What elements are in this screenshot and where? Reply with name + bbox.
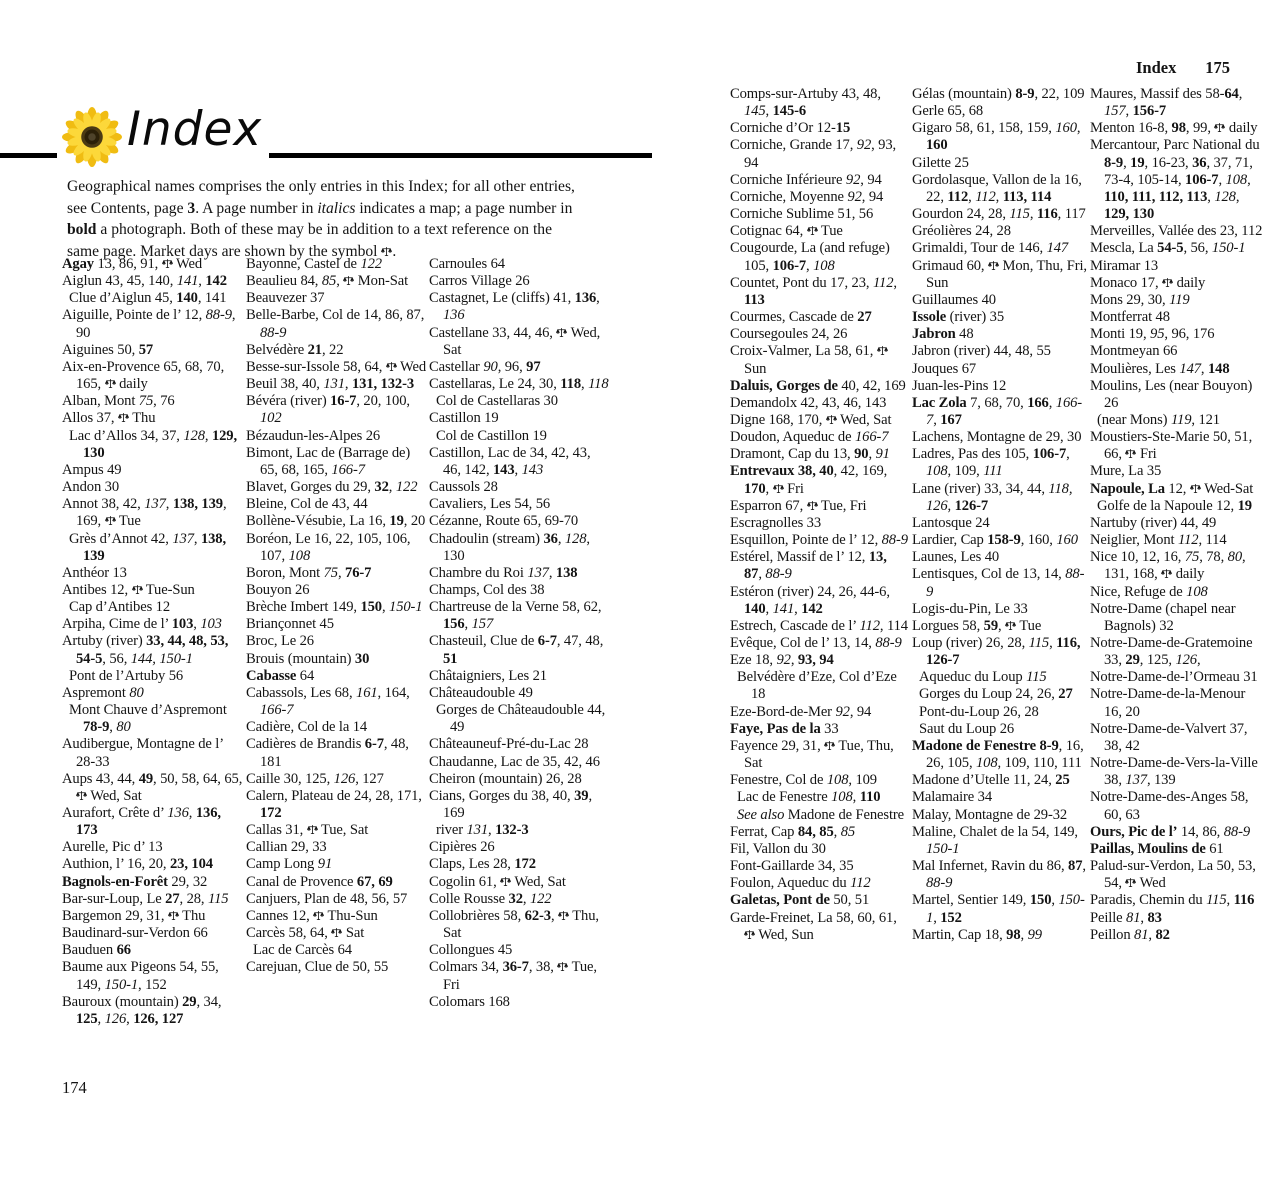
index-entry: Pont-du-Loup 26, 28 xyxy=(919,703,1039,720)
market-day-icon xyxy=(1161,568,1172,579)
index-entry: Boréon, Le 16, 22, 105, 106, 107, 108 xyxy=(246,530,411,564)
index-entry: Authion, l’ 16, 20, 23, 104 xyxy=(62,856,213,873)
market-day-icon xyxy=(558,910,569,921)
index-entry: Aix-en-Provence 65, 68, 70, 165, daily xyxy=(62,358,225,393)
masthead-title: Index xyxy=(127,102,263,157)
index-entry: Calern, Plateau de 24, 28, 171, 172 xyxy=(246,787,422,821)
index-entry: Doudon, Aqueduc de 166-7 xyxy=(730,429,889,446)
index-entry: Mont Chauve d’Aspremont 78-9, 80 xyxy=(69,702,227,736)
index-entry: Jabron 48 xyxy=(912,326,974,343)
index-entry: Bézaudun-les-Alpes 26 xyxy=(246,427,381,444)
index-entry: Entrevaux 38, 40, 42, 169, 170, Fri xyxy=(730,463,888,497)
index-column-left-1 xyxy=(62,256,243,1106)
market-day-icon xyxy=(1125,877,1136,888)
market-day-icon xyxy=(76,790,87,801)
index-entry: Cipières 26 xyxy=(429,839,495,856)
index-entry: Jabron (river) 44, 48, 55 xyxy=(912,343,1051,360)
index-entry: Belvédère 21, 22 xyxy=(246,341,344,358)
index-entry: Notre-Dame-de-l’Ormeau 31 xyxy=(1090,669,1258,686)
index-entry: Merveilles, Vallée des 23, 112 xyxy=(1090,223,1263,240)
index-entry: Cadière, Col de la 14 xyxy=(246,719,368,736)
running-header xyxy=(1136,58,1230,78)
index-entry: Maline, Chalet de la 54, 149, 150-1 xyxy=(912,823,1078,857)
index-entry: Castellar 90, 96, 97 xyxy=(429,358,541,375)
index-entry: Ferrat, Cap 84, 85, 85 xyxy=(730,823,856,840)
index-entry: Annot 38, 42, 137, 138, 139, 169, Tue xyxy=(62,496,227,530)
market-day-icon xyxy=(807,225,818,236)
index-entry: Evêque, Col de l’ 13, 14, 88-9 xyxy=(730,635,902,651)
index-entry: Eze 18, 92, 93, 94 xyxy=(730,652,834,669)
market-day-icon xyxy=(877,345,888,356)
index-column-left-2 xyxy=(246,256,427,1106)
index-entry: Mescla, La 54-5, 56, 150-1 xyxy=(1090,240,1246,257)
index-entry: Lardier, Cap 158-9, 160, 160 xyxy=(912,532,1078,549)
index-entry: Cogolin 61, Wed, Sat xyxy=(429,873,566,890)
market-day-icon xyxy=(105,378,116,389)
index-entry: Notre-Dame-de-Valvert 37, 38, 42 xyxy=(1090,720,1248,754)
index-entry: Monaco 17, daily xyxy=(1090,274,1206,291)
index-entry: Countet, Pont du 17, 23, 112, 113 xyxy=(730,274,897,308)
index-entry: Aiglun 43, 45, 140, 141, 142 xyxy=(62,273,227,290)
index-entry: Col de Castillon 19 xyxy=(436,427,547,444)
index-entry: Audibergue, Montagne de l’ 28-33 xyxy=(62,736,223,770)
index-entry: Courmes, Cascade de 27 xyxy=(730,309,872,326)
index-entry: Lac d’Allos 34, 37, 128, 129, 130 xyxy=(69,427,237,461)
index-entry: Bauroux (mountain) 29, 34, 125, 126, 126, 127 xyxy=(62,993,222,1027)
index-entry: Agay 13, 86, 91, Wed xyxy=(62,256,203,272)
index-entry: Comps-sur-Artuby 43, 48, 145, 145-6 xyxy=(730,86,881,120)
index-entry: Castillon, Lac de 34, 42, 43, 46, 142, 143, 143 xyxy=(429,444,591,478)
index-entry: Bimont, Lac de (Barrage de) 65, 68, 165, 166-7 xyxy=(246,444,411,478)
index-entry: Galetas, Pont de 50, 51 xyxy=(730,892,870,909)
index-column-right-2 xyxy=(912,86,1088,1096)
market-day-icon xyxy=(500,876,511,887)
index-entry: Cotignac 64, Tue xyxy=(730,223,843,240)
index-entry: Jouques 67 xyxy=(912,360,977,377)
index-entry: Collobrières 58, 62-3, Thu, Sat xyxy=(429,907,599,942)
index-entry: Castillon 19 xyxy=(429,410,499,427)
index-entry: Mal Infernet, Ravin du 86, 87, 88-9 xyxy=(912,858,1086,892)
index-entry: Châteaudouble 49 xyxy=(429,684,533,701)
index-entry: Corniche Sublime 51, 56 xyxy=(730,206,874,223)
masthead-rule-right xyxy=(269,153,652,158)
market-day-icon xyxy=(132,584,143,595)
index-entry: Caussols 28 xyxy=(429,479,498,496)
index-entry: Carcès 58, 64, Sat xyxy=(246,925,365,942)
index-entry: Gilette 25 xyxy=(912,154,969,171)
market-day-icon xyxy=(343,275,354,286)
market-day-icon xyxy=(307,824,318,835)
index-entry: Beuil 38, 40, 131, 131, 132-3 xyxy=(246,376,415,393)
index-entry: Montmeyan 66 xyxy=(1090,343,1178,360)
index-entry: Notre-Dame-de-la-Menour 16, 20 xyxy=(1090,686,1246,720)
index-entry: Nartuby (river) 44, 49 xyxy=(1090,514,1217,531)
index-entry: Bleine, Col de 43, 44 xyxy=(246,496,368,513)
index-entry: Peille 81, 83 xyxy=(1090,909,1162,926)
index-entry: Juan-les-Pins 12 xyxy=(912,377,1007,394)
index-entry: Colle Rousse 32, 122 xyxy=(429,890,552,907)
index-entry: Châtaigniers, Les 21 xyxy=(429,667,547,684)
index-entry: Blavet, Gorges du 29, 32, 122 xyxy=(246,479,418,496)
index-entry: Castagnet, Le (cliffs) 41, 136, 136 xyxy=(429,290,600,324)
index-entry: Aurafort, Crête d’ 136, 136, 173 xyxy=(62,805,221,839)
index-entry: Martin, Cap 18, 98, 99 xyxy=(912,926,1042,943)
index-entry: Paillas, Moulins de 61 xyxy=(1090,840,1224,857)
index-entry: Claps, Les 28, 172 xyxy=(429,856,536,873)
index-entry: Demandolx 42, 43, 46, 143 xyxy=(730,394,887,411)
index-entry: Ours, Pic de l’ 14, 86, 88-9 xyxy=(1090,823,1251,840)
index-entry: Moulins, Les (near Bouyon) 26 xyxy=(1090,377,1253,411)
index-entry: Cabasse 64 xyxy=(246,667,315,684)
index-entry: Callas 31, Tue, Sat xyxy=(246,822,369,839)
index-entry: Moulières, Les 147, 148 xyxy=(1090,360,1230,377)
index-column-left-3 xyxy=(429,256,610,1106)
index-entry: Guillaumes 40 xyxy=(912,291,996,308)
index-entry: Fayence 29, 31, Tue, Thu, Sat xyxy=(730,737,894,772)
market-day-icon xyxy=(1162,277,1173,288)
index-entry: Lentisques, Col de 13, 14, 88-9 xyxy=(912,566,1085,600)
market-day-icon xyxy=(386,361,397,372)
index-entry: Estrech, Cascade de l’ 112, 114 xyxy=(730,617,908,634)
index-entry: Napoule, La 12, Wed-Sat xyxy=(1090,480,1254,497)
index-column-right-1 xyxy=(730,86,908,1096)
index-entry: Antibes 12, Tue-Sun xyxy=(62,581,195,598)
index-entry: Gigaro 58, 61, 158, 159, 160, 160 xyxy=(912,120,1081,154)
running-header-page-number: 175 xyxy=(1205,58,1230,77)
index-entry: Castellaras, Le 24, 30, 118, 118 xyxy=(429,376,609,393)
index-entry: Esquillon, Pointe de l’ 12, 88-9 xyxy=(730,532,908,549)
index-entry: Chambre du Roi 137, 138 xyxy=(429,564,578,581)
index-entry: Estérel, Massif de l’ 12, 13, 87, 88-9 xyxy=(730,549,887,583)
index-entry: Broc, Le 26 xyxy=(246,633,314,650)
sunflower-icon xyxy=(60,107,124,167)
index-entry: Caille 30, 125, 126, 127 xyxy=(246,770,384,787)
market-day-icon xyxy=(557,961,568,972)
index-entry: Camp Long 91 xyxy=(246,856,333,873)
index-entry: Cians, Gorges du 38, 40, 39, 169 xyxy=(429,787,592,821)
index-entry: Mons 29, 30, 119 xyxy=(1090,291,1190,308)
index-entry: Beaulieu 84, 85, Mon-Sat xyxy=(246,273,409,290)
index-entry: Peillon 81, 82 xyxy=(1090,926,1170,943)
index-entry: Colomars 168 xyxy=(429,993,510,1010)
intro-paragraph: Geographical names comprises the only entries in this Index; for all other entries, see Contents, page 3. A page number in italics indicates a map; a page number in bold a photograph. Both of these may be in addition to a text reference on the same page. Market days are shown by the symbol . xyxy=(67,178,575,260)
index-entry: Cap d’Antibes 12 xyxy=(69,599,171,616)
index-entry: Loup (river) 26, 28, 115, 116, 126-7 xyxy=(912,635,1081,669)
market-day-icon xyxy=(824,740,835,751)
index-entry: Champs, Col des 38 xyxy=(429,581,545,598)
index-entry: Madone de Fenestre 8-9, 16, 26, 105, 108, 109, 110, 111 xyxy=(912,737,1084,772)
index-entry: Coursegoules 24, 26 xyxy=(730,326,848,343)
index-entry: Cabassols, Les 68, 161, 164, 166-7 xyxy=(246,684,410,719)
index-entry: Corniche Inférieure 92, 94 xyxy=(730,171,882,188)
index-entry: Alban, Mont 75, 76 xyxy=(62,393,175,410)
index-entry: Notre-Dame (chapel near Bagnols) 32 xyxy=(1090,600,1236,634)
index-entry: Monti 19, 95, 96, 176 xyxy=(1090,326,1215,343)
index-entry: Chartreuse de la Verne 58, 62, 156, 157 xyxy=(429,599,602,633)
index-entry: Fil, Vallon du 30 xyxy=(730,840,826,857)
index-entry: Bollène-Vésubie, La 16, 19, 20 xyxy=(246,513,426,530)
index-entry: Cougourde, La (and refuge) 105, 106-7, 108 xyxy=(730,240,890,274)
index-entry: Belvédère d’Eze, Col d’Eze 18 xyxy=(737,669,897,703)
index-entry: Gorges du Loup 24, 26, 27 xyxy=(919,686,1073,703)
index-entry: Collongues 45 xyxy=(429,942,513,959)
index-entry: Neiglier, Mont 112, 114 xyxy=(1090,532,1227,549)
index-entry: Beauvezer 37 xyxy=(246,290,325,307)
index-entry: Font-Gaillarde 34, 35 xyxy=(730,858,854,875)
index-entry: Aiguines 50, 57 xyxy=(62,341,154,358)
index-entry: Boron, Mont 75, 76-7 xyxy=(246,564,372,581)
index-entry: Eze-Bord-de-Mer 92, 94 xyxy=(730,703,872,720)
index-entry: Garde-Freinet, La 58, 60, 61, Wed, Sun xyxy=(730,909,897,943)
index-entry: Aspremont 80 xyxy=(62,684,144,701)
index-entry: Escragnolles 33 xyxy=(730,514,822,531)
index-entry: Pont de l’Artuby 56 xyxy=(69,667,184,684)
index-entry: Martel, Sentier 149, 150, 150-1, 152 xyxy=(912,892,1085,926)
market-day-icon xyxy=(331,927,342,938)
index-entry: Gréolières 24, 28 xyxy=(912,223,1011,240)
index-entry: Briançonnet 45 xyxy=(246,616,334,633)
index-entry: Andon 30 xyxy=(62,479,120,496)
index-entry: Chadoulin (stream) 36, 128, 130 xyxy=(429,530,590,564)
index-entry: Arpiha, Cime de l’ 103, 103 xyxy=(62,616,222,633)
index-entry: Digne 168, 170, Wed, Sat xyxy=(730,411,892,428)
index-entry: Gourdon 24, 28, 115, 116, 117 xyxy=(912,206,1086,223)
market-day-icon xyxy=(1190,483,1201,494)
index-entry: Bouyon 26 xyxy=(246,581,310,598)
index-entry: Carejuan, Clue de 50, 55 xyxy=(246,959,389,976)
index-entry: Cézanne, Route 65, 69-70 xyxy=(429,513,579,530)
index-entry: Lac Zola 7, 68, 70, 166, 166-7, 167 xyxy=(912,394,1083,428)
index-entry: Gélas (mountain) 8-9, 22, 109 xyxy=(912,86,1085,102)
index-entry: Notre-Dame-de-Vers-la-Ville 38, 137, 139 xyxy=(1090,755,1258,789)
index-entry: Corniche d’Or 12-15 xyxy=(730,120,851,137)
market-day-icon xyxy=(826,414,837,425)
index-entry: Esparron 67, Tue, Fri xyxy=(730,497,867,514)
index-entry: Miramar 13 xyxy=(1090,257,1159,274)
market-day-icon xyxy=(1214,122,1225,133)
index-entry: Aups 43, 44, 49, 50, 58, 64, 65, Wed, Sat xyxy=(62,770,243,804)
index-entry: Cheiron (mountain) 26, 28 xyxy=(429,770,582,787)
index-entry: Bargemon 29, 31, Thu xyxy=(62,907,206,924)
market-day-icon xyxy=(988,260,999,271)
index-entry: Aurelle, Pic d’ 13 xyxy=(62,839,163,856)
index-entry: Lantosque 24 xyxy=(912,514,990,531)
index-entry: Callian 29, 33 xyxy=(246,839,327,856)
index-entry: Belle-Barbe, Col de 14, 86, 87, 88-9 xyxy=(246,307,425,341)
index-entry: Carnoules 64 xyxy=(429,256,505,272)
index-entry: Fenestre, Col de 108, 109 xyxy=(730,772,877,789)
index-entry: Foulon, Aqueduc du 112 xyxy=(730,875,871,892)
index-entry: river 131, 132-3 xyxy=(436,822,529,839)
index-entry: Lac de Fenestre 108, 110 xyxy=(737,789,881,806)
market-day-icon xyxy=(105,515,116,526)
index-entry: Bayonne, Castel de 122 xyxy=(246,256,382,272)
index-entry: Montferrat 48 xyxy=(1090,309,1170,326)
index-entry: Artuby (river) 33, 44, 48, 53, 54-5, 56, 144, 150-1 xyxy=(62,633,229,667)
index-entry: Paradis, Chemin du 115, 116 xyxy=(1090,892,1255,909)
index-entry: Allos 37, Thu xyxy=(62,410,156,427)
index-entry: Madone d’Utelle 11, 24, 25 xyxy=(912,772,1070,789)
index-entry: Maures, Massif des 58-64, 157, 156-7 xyxy=(1090,86,1243,120)
index-entry: Canjuers, Plan de 48, 56, 57 xyxy=(246,890,408,907)
index-entry: Cannes 12, Thu-Sun xyxy=(246,907,378,924)
index-entry: Baume aux Pigeons 54, 55, 149, 150-1, 152 xyxy=(62,959,219,993)
index-entry: Grimaldi, Tour de 146, 147 xyxy=(912,240,1069,257)
index-entry: Brèche Imbert 149, 150, 150-1 xyxy=(246,599,423,616)
index-entry: Bar-sur-Loup, Le 27, 28, 115 xyxy=(62,890,229,907)
index-entry: Bagnols-en-Forêt 29, 32 xyxy=(62,873,208,890)
index-entry: Châteauneuf-Pré-du-Lac 28 xyxy=(429,736,589,753)
index-entry: Ampus 49 xyxy=(62,461,122,478)
index-entry: Estéron (river) 24, 26, 44-6, 140, 141, 142 xyxy=(730,583,890,617)
index-entry: Logis-du-Pin, Le 33 xyxy=(912,600,1028,617)
index-entry: Launes, Les 40 xyxy=(912,549,1000,566)
index-entry: Aqueduc du Loup 115 xyxy=(919,669,1047,686)
index-entry: Notre-Dame-de-Gratemoine 33, 29, 125, 126, xyxy=(1090,635,1253,669)
index-entry: Lachens, Montagne de 29, 30 xyxy=(912,429,1082,446)
index-entry: Aiguille, Pointe de l’ 12, 88-9, 90 xyxy=(62,307,236,341)
index-entry: Col de Castellaras 30 xyxy=(436,393,558,410)
index-entry: Faye, Pas de la 33 xyxy=(730,720,839,737)
index-entry: Malamaire 34 xyxy=(912,789,993,806)
market-day-icon xyxy=(773,483,784,494)
market-day-icon xyxy=(744,929,755,940)
index-entry: Croix-Valmer, La 58, 61, Sun xyxy=(730,343,908,377)
index-entry: Nice, Refuge de 108 xyxy=(1090,583,1208,600)
index-entry: Gerle 65, 68 xyxy=(912,103,984,120)
index-entry: Anthéor 13 xyxy=(62,564,127,581)
index-column-right-3 xyxy=(1090,86,1266,1096)
index-entry: Bévéra (river) 16-7, 20, 100, 102 xyxy=(246,393,410,427)
index-entry: Corniche, Grande 17, 92, 93, 94 xyxy=(730,137,897,171)
index-entry: Mercantour, Parc National du 8-9, 19, 16-23, 36, 37, 71, 73-4, 105-14, 106-7, 108, 110, 111, 112, 113, 128, 129, 130 xyxy=(1090,137,1260,223)
index-entry: Mure, La 35 xyxy=(1090,463,1162,480)
index-entry: Chaudanne, Lac de 35, 42, 46 xyxy=(429,753,600,770)
index-entry: Lane (river) 33, 34, 44, 118, 126, 126-7 xyxy=(912,480,1073,514)
index-entry: (near Mons) 119, 121 xyxy=(1097,411,1220,428)
market-day-icon xyxy=(168,910,179,921)
masthead-rule-left xyxy=(0,153,57,158)
market-day-icon xyxy=(1005,620,1016,631)
index-entry: Gorges de Châteaudouble 44, 49 xyxy=(436,702,606,736)
running-header-title: Index xyxy=(1136,58,1177,77)
index-entry: Palud-sur-Verdon, La 50, 53, 54, Wed xyxy=(1090,858,1256,892)
index-entry: Carros Village 26 xyxy=(429,273,530,290)
page-number-left: 174 xyxy=(62,1078,87,1097)
index-entry: Saut du Loup 26 xyxy=(919,720,1015,737)
index-entry: Corniche, Moyenne 92, 94 xyxy=(730,188,884,205)
market-day-icon xyxy=(118,412,129,423)
index-entry: Bauduen 66 xyxy=(62,942,131,959)
index-entry: Clue d’Aiglun 45, 140, 141 xyxy=(69,290,227,307)
index-entry: Grimaud 60, Mon, Thu, Fri, Sun xyxy=(912,257,1087,291)
market-day-icon xyxy=(556,327,567,338)
index-entry: Baudinard-sur-Verdon 66 xyxy=(62,925,208,942)
index-entry: Gordolasque, Vallon de la 16, 22, 112, 112, 113, 114 xyxy=(912,171,1082,205)
index-entry: Ladres, Pas des 105, 106-7, 108, 109, 111 xyxy=(912,446,1070,480)
index-entry: Lac de Carcès 64 xyxy=(253,942,352,959)
index-entry: Dramont, Cap du 13, 90, 91 xyxy=(730,446,890,463)
index-entry: Cavaliers, Les 54, 56 xyxy=(429,496,551,513)
index-entry: Notre-Dame-des-Anges 58, 60, 63 xyxy=(1090,789,1249,823)
index-entry: Cadières de Brandis 6-7, 48, 181 xyxy=(246,736,409,770)
index-entry: Malay, Montagne de 29-32 xyxy=(912,806,1068,823)
index-entry: Nice 10, 12, 16, 75, 78, 80, 131, 168, daily xyxy=(1090,549,1246,583)
market-day-icon xyxy=(1125,448,1136,459)
index-entry: Canal de Provence 67, 69 xyxy=(246,873,393,890)
index-entry: Besse-sur-Issole 58, 64, Wed xyxy=(246,358,427,375)
index-entry: Lorgues 58, 59, Tue xyxy=(912,617,1042,634)
index-entry: Grès d’Annot 42, 137, 138, 139 xyxy=(69,530,227,564)
index-entry: Castellane 33, 44, 46, Wed, Sat xyxy=(429,324,601,358)
index-entry: Menton 16-8, 98, 99, daily xyxy=(1090,120,1258,137)
index-entry: Colmars 34, 36-7, 38, Tue, Fri xyxy=(429,959,597,993)
market-day-icon xyxy=(162,258,173,269)
index-entry: See also Madone de Fenestre xyxy=(737,806,904,823)
market-day-icon xyxy=(313,910,324,921)
market-day-icon xyxy=(807,500,818,511)
index-entry: Moustiers-Ste-Marie 50, 51, 66, Fri xyxy=(1090,429,1253,463)
index-entry: Issole (river) 35 xyxy=(912,309,1004,326)
index-entry: Golfe de la Napoule 12, 19 xyxy=(1097,497,1252,514)
index-entry: Chasteuil, Clue de 6-7, 47, 48, 51 xyxy=(429,633,604,667)
index-entry: Brouis (mountain) 30 xyxy=(246,650,370,667)
index-entry: Daluis, Gorges de 40, 42, 169 xyxy=(730,377,906,394)
